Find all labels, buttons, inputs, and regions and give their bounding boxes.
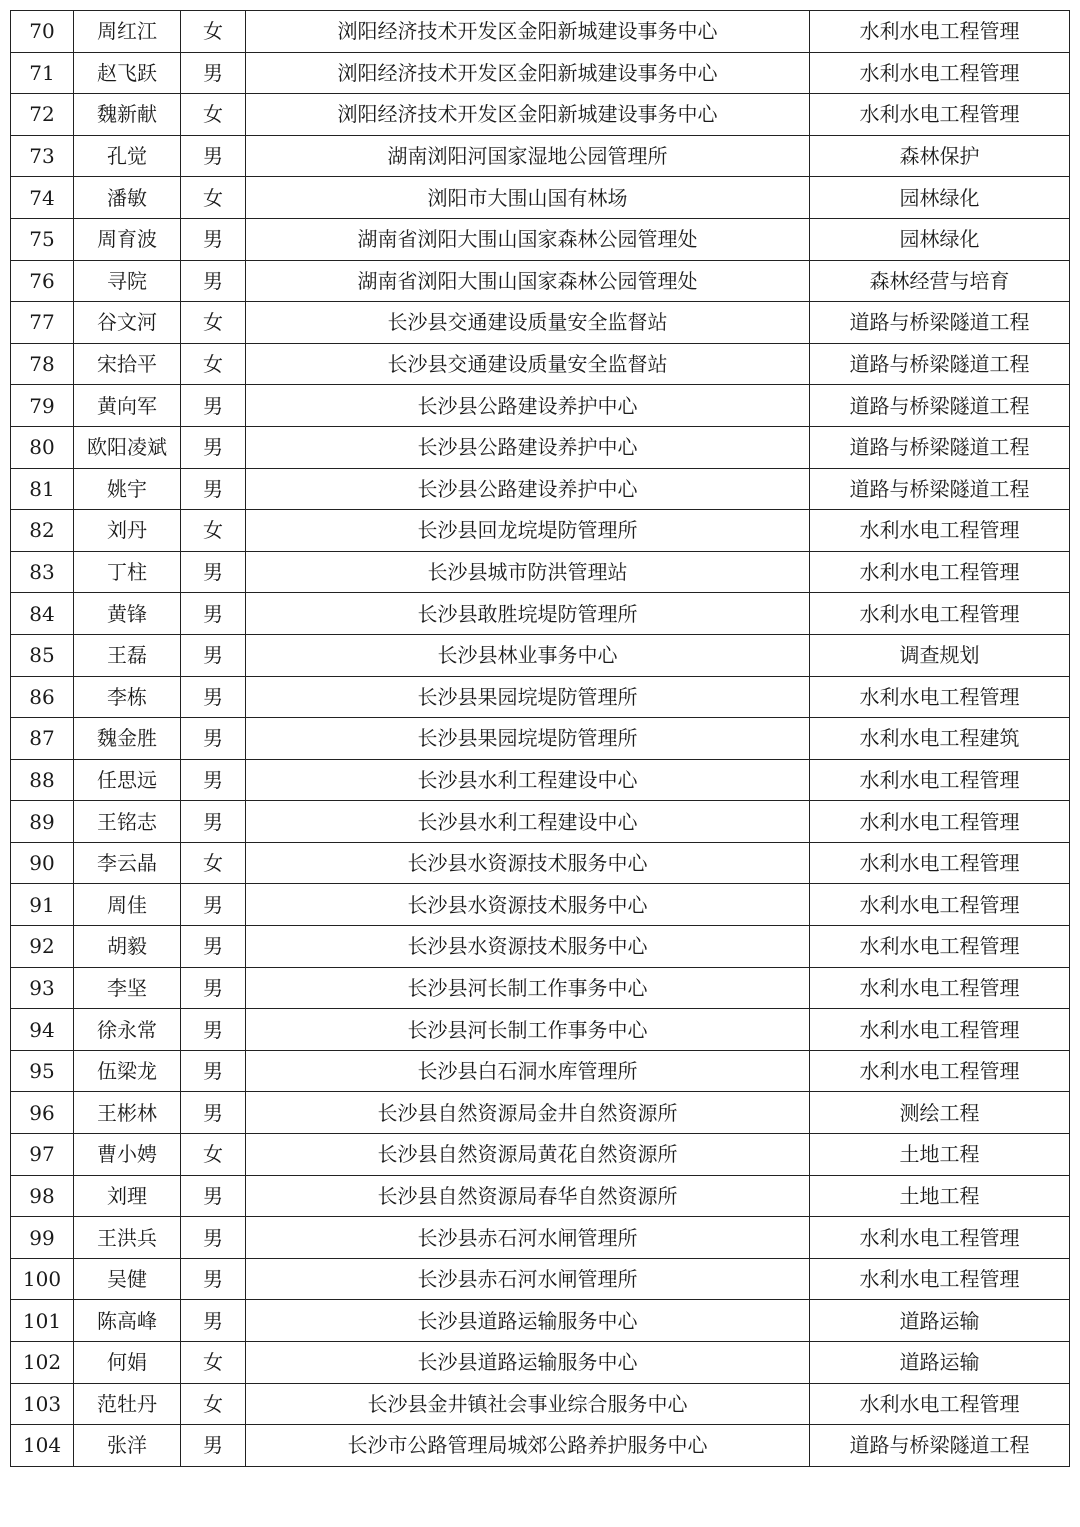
row-number-cell: 101	[11, 1300, 74, 1342]
specialty-cell: 土地工程	[810, 1134, 1070, 1176]
table-row	[11, 801, 1070, 843]
table-row	[11, 884, 1070, 926]
row-number-cell: 92	[11, 926, 74, 968]
table-row	[11, 218, 1070, 260]
row-number-cell: 79	[11, 385, 74, 427]
gender-cell: 男	[181, 593, 246, 635]
person-name-cell: 王磊	[74, 634, 181, 676]
table-row	[11, 260, 1070, 302]
specialty-cell: 水利水电工程管理	[810, 1009, 1070, 1051]
row-number-cell: 90	[11, 842, 74, 884]
person-name-cell: 胡毅	[74, 926, 181, 968]
gender-cell: 男	[181, 634, 246, 676]
gender-cell: 男	[181, 676, 246, 718]
table-row	[11, 135, 1070, 177]
row-number-cell: 97	[11, 1134, 74, 1176]
person-name-cell: 欧阳凌斌	[74, 426, 181, 468]
person-name-cell: 魏金胜	[74, 718, 181, 760]
work-unit-cell: 湖南省浏阳大围山国家森林公园管理处	[246, 218, 810, 260]
row-number-cell: 98	[11, 1175, 74, 1217]
table-row	[11, 551, 1070, 593]
table-row	[11, 1217, 1070, 1259]
row-number-cell: 84	[11, 593, 74, 635]
table-row	[11, 1300, 1070, 1342]
row-number-cell: 73	[11, 135, 74, 177]
specialty-cell: 园林绿化	[810, 177, 1070, 219]
person-name-cell: 李坚	[74, 967, 181, 1009]
table-row	[11, 94, 1070, 136]
gender-cell: 男	[181, 967, 246, 1009]
table-row	[11, 718, 1070, 760]
specialty-cell: 道路与桥梁隧道工程	[810, 468, 1070, 510]
specialty-cell: 道路与桥梁隧道工程	[810, 1425, 1070, 1467]
table-row	[11, 1092, 1070, 1134]
gender-cell: 男	[181, 1092, 246, 1134]
document-page	[10, 10, 1069, 1467]
row-number-cell: 93	[11, 967, 74, 1009]
person-name-cell: 魏新献	[74, 94, 181, 136]
person-name-cell: 范牡丹	[74, 1383, 181, 1425]
work-unit-cell: 长沙县金井镇社会事业综合服务中心	[246, 1383, 810, 1425]
table-row	[11, 634, 1070, 676]
table-row	[11, 11, 1070, 53]
person-name-cell: 任思远	[74, 759, 181, 801]
work-unit-cell: 长沙县自然资源局春华自然资源所	[246, 1175, 810, 1217]
specialty-cell: 森林经营与培育	[810, 260, 1070, 302]
work-unit-cell: 浏阳经济技术开发区金阳新城建设事务中心	[246, 52, 810, 94]
gender-cell: 男	[181, 260, 246, 302]
table-row	[11, 1425, 1070, 1467]
person-name-cell: 刘丹	[74, 510, 181, 552]
work-unit-cell: 长沙县交通建设质量安全监督站	[246, 343, 810, 385]
work-unit-cell: 长沙县交通建设质量安全监督站	[246, 302, 810, 344]
person-name-cell: 黄锋	[74, 593, 181, 635]
specialty-cell: 水利水电工程管理	[810, 926, 1070, 968]
specialty-cell: 水利水电工程管理	[810, 676, 1070, 718]
table-row	[11, 759, 1070, 801]
row-number-cell: 72	[11, 94, 74, 136]
work-unit-cell: 长沙县敢胜垸堤防管理所	[246, 593, 810, 635]
row-number-cell: 88	[11, 759, 74, 801]
table-row	[11, 1009, 1070, 1051]
work-unit-cell: 长沙县河长制工作事务中心	[246, 1009, 810, 1051]
work-unit-cell: 长沙县赤石河水闸管理所	[246, 1258, 810, 1300]
person-name-cell: 寻院	[74, 260, 181, 302]
row-number-cell: 96	[11, 1092, 74, 1134]
gender-cell: 男	[181, 718, 246, 760]
specialty-cell: 水利水电工程管理	[810, 551, 1070, 593]
gender-cell: 女	[181, 343, 246, 385]
row-number-cell: 86	[11, 676, 74, 718]
gender-cell: 男	[181, 52, 246, 94]
specialty-cell: 水利水电工程管理	[810, 1258, 1070, 1300]
person-name-cell: 曹小娉	[74, 1134, 181, 1176]
row-number-cell: 99	[11, 1217, 74, 1259]
work-unit-cell: 长沙市公路管理局城郊公路养护服务中心	[246, 1425, 810, 1467]
table-row	[11, 967, 1070, 1009]
work-unit-cell: 长沙县水资源技术服务中心	[246, 842, 810, 884]
specialty-cell: 土地工程	[810, 1175, 1070, 1217]
gender-cell: 男	[181, 218, 246, 260]
person-name-cell: 张洋	[74, 1425, 181, 1467]
work-unit-cell: 浏阳市大围山国有林场	[246, 177, 810, 219]
work-unit-cell: 长沙县自然资源局金井自然资源所	[246, 1092, 810, 1134]
specialty-cell: 水利水电工程建筑	[810, 718, 1070, 760]
work-unit-cell: 长沙县水资源技术服务中心	[246, 926, 810, 968]
row-number-cell: 80	[11, 426, 74, 468]
table-row	[11, 1342, 1070, 1384]
person-name-cell: 黄向军	[74, 385, 181, 427]
specialty-cell: 水利水电工程管理	[810, 842, 1070, 884]
specialty-cell: 道路运输	[810, 1300, 1070, 1342]
gender-cell: 男	[181, 926, 246, 968]
specialty-cell: 道路运输	[810, 1342, 1070, 1384]
specialty-cell: 水利水电工程管理	[810, 593, 1070, 635]
work-unit-cell: 浏阳经济技术开发区金阳新城建设事务中心	[246, 94, 810, 136]
row-number-cell: 82	[11, 510, 74, 552]
gender-cell: 男	[181, 759, 246, 801]
person-name-cell: 丁柱	[74, 551, 181, 593]
row-number-cell: 94	[11, 1009, 74, 1051]
row-number-cell: 81	[11, 468, 74, 510]
work-unit-cell: 长沙县水资源技术服务中心	[246, 884, 810, 926]
person-name-cell: 徐永常	[74, 1009, 181, 1051]
work-unit-cell: 长沙县公路建设养护中心	[246, 426, 810, 468]
work-unit-cell: 长沙县白石洞水库管理所	[246, 1050, 810, 1092]
gender-cell: 男	[181, 468, 246, 510]
person-name-cell: 何娟	[74, 1342, 181, 1384]
gender-cell: 女	[181, 177, 246, 219]
specialty-cell: 道路与桥梁隧道工程	[810, 385, 1070, 427]
table-row	[11, 302, 1070, 344]
gender-cell: 男	[181, 1300, 246, 1342]
person-name-cell: 潘敏	[74, 177, 181, 219]
row-number-cell: 78	[11, 343, 74, 385]
gender-cell: 女	[181, 11, 246, 53]
table-row	[11, 510, 1070, 552]
person-name-cell: 姚宇	[74, 468, 181, 510]
person-name-cell: 吴健	[74, 1258, 181, 1300]
specialty-cell: 水利水电工程管理	[810, 884, 1070, 926]
row-number-cell: 87	[11, 718, 74, 760]
table-row	[11, 926, 1070, 968]
row-number-cell: 77	[11, 302, 74, 344]
gender-cell: 女	[181, 1134, 246, 1176]
work-unit-cell: 湖南浏阳河国家湿地公园管理所	[246, 135, 810, 177]
gender-cell: 男	[181, 426, 246, 468]
table-row	[11, 842, 1070, 884]
work-unit-cell: 长沙县果园垸堤防管理所	[246, 676, 810, 718]
row-number-cell: 89	[11, 801, 74, 843]
gender-cell: 女	[181, 1383, 246, 1425]
work-unit-cell: 长沙县果园垸堤防管理所	[246, 718, 810, 760]
work-unit-cell: 长沙县自然资源局黄花自然资源所	[246, 1134, 810, 1176]
work-unit-cell: 长沙县水利工程建设中心	[246, 801, 810, 843]
row-number-cell: 91	[11, 884, 74, 926]
specialty-cell: 水利水电工程管理	[810, 510, 1070, 552]
table-row	[11, 177, 1070, 219]
gender-cell: 男	[181, 385, 246, 427]
gender-cell: 女	[181, 1342, 246, 1384]
row-number-cell: 95	[11, 1050, 74, 1092]
table-row	[11, 1383, 1070, 1425]
table-row	[11, 385, 1070, 427]
table-row	[11, 1050, 1070, 1092]
roster-table	[10, 10, 1070, 1467]
gender-cell: 男	[181, 1217, 246, 1259]
specialty-cell: 水利水电工程管理	[810, 801, 1070, 843]
person-name-cell: 宋拾平	[74, 343, 181, 385]
row-number-cell: 70	[11, 11, 74, 53]
gender-cell: 女	[181, 94, 246, 136]
person-name-cell: 陈高峰	[74, 1300, 181, 1342]
row-number-cell: 75	[11, 218, 74, 260]
work-unit-cell: 长沙县河长制工作事务中心	[246, 967, 810, 1009]
table-row	[11, 1134, 1070, 1176]
work-unit-cell: 长沙县城市防洪管理站	[246, 551, 810, 593]
work-unit-cell: 长沙县道路运输服务中心	[246, 1300, 810, 1342]
table-row	[11, 52, 1070, 94]
specialty-cell: 水利水电工程管理	[810, 52, 1070, 94]
specialty-cell: 道路与桥梁隧道工程	[810, 426, 1070, 468]
row-number-cell: 104	[11, 1425, 74, 1467]
person-name-cell: 刘理	[74, 1175, 181, 1217]
roster-table-body	[11, 11, 1070, 1467]
work-unit-cell: 长沙县公路建设养护中心	[246, 468, 810, 510]
person-name-cell: 周育波	[74, 218, 181, 260]
specialty-cell: 水利水电工程管理	[810, 1383, 1070, 1425]
table-row	[11, 468, 1070, 510]
specialty-cell: 森林保护	[810, 135, 1070, 177]
work-unit-cell: 长沙县回龙垸堤防管理所	[246, 510, 810, 552]
person-name-cell: 王铭志	[74, 801, 181, 843]
table-row	[11, 676, 1070, 718]
specialty-cell: 水利水电工程管理	[810, 759, 1070, 801]
row-number-cell: 102	[11, 1342, 74, 1384]
gender-cell: 男	[181, 135, 246, 177]
specialty-cell: 调查规划	[810, 634, 1070, 676]
row-number-cell: 76	[11, 260, 74, 302]
table-row	[11, 1258, 1070, 1300]
specialty-cell: 水利水电工程管理	[810, 967, 1070, 1009]
gender-cell: 女	[181, 510, 246, 552]
work-unit-cell: 长沙县水利工程建设中心	[246, 759, 810, 801]
table-row	[11, 426, 1070, 468]
specialty-cell: 园林绿化	[810, 218, 1070, 260]
work-unit-cell: 长沙县林业事务中心	[246, 634, 810, 676]
row-number-cell: 71	[11, 52, 74, 94]
gender-cell: 男	[181, 1050, 246, 1092]
table-row	[11, 343, 1070, 385]
specialty-cell: 测绘工程	[810, 1092, 1070, 1134]
specialty-cell: 水利水电工程管理	[810, 94, 1070, 136]
table-row	[11, 593, 1070, 635]
gender-cell: 男	[181, 884, 246, 926]
person-name-cell: 赵飞跃	[74, 52, 181, 94]
person-name-cell: 李云晶	[74, 842, 181, 884]
gender-cell: 女	[181, 302, 246, 344]
specialty-cell: 道路与桥梁隧道工程	[810, 343, 1070, 385]
person-name-cell: 周红江	[74, 11, 181, 53]
row-number-cell: 100	[11, 1258, 74, 1300]
gender-cell: 女	[181, 842, 246, 884]
work-unit-cell: 湖南省浏阳大围山国家森林公园管理处	[246, 260, 810, 302]
person-name-cell: 王洪兵	[74, 1217, 181, 1259]
work-unit-cell: 长沙县赤石河水闸管理所	[246, 1217, 810, 1259]
row-number-cell: 103	[11, 1383, 74, 1425]
person-name-cell: 孔觉	[74, 135, 181, 177]
person-name-cell: 王彬林	[74, 1092, 181, 1134]
gender-cell: 男	[181, 1425, 246, 1467]
row-number-cell: 83	[11, 551, 74, 593]
person-name-cell: 谷文河	[74, 302, 181, 344]
row-number-cell: 85	[11, 634, 74, 676]
gender-cell: 男	[181, 551, 246, 593]
work-unit-cell: 长沙县道路运输服务中心	[246, 1342, 810, 1384]
row-number-cell: 74	[11, 177, 74, 219]
specialty-cell: 水利水电工程管理	[810, 1050, 1070, 1092]
gender-cell: 男	[181, 1175, 246, 1217]
specialty-cell: 水利水电工程管理	[810, 11, 1070, 53]
work-unit-cell: 长沙县公路建设养护中心	[246, 385, 810, 427]
specialty-cell: 水利水电工程管理	[810, 1217, 1070, 1259]
person-name-cell: 李栋	[74, 676, 181, 718]
gender-cell: 男	[181, 1258, 246, 1300]
specialty-cell: 道路与桥梁隧道工程	[810, 302, 1070, 344]
gender-cell: 男	[181, 801, 246, 843]
work-unit-cell: 浏阳经济技术开发区金阳新城建设事务中心	[246, 11, 810, 53]
person-name-cell: 周佳	[74, 884, 181, 926]
table-row	[11, 1175, 1070, 1217]
gender-cell: 男	[181, 1009, 246, 1051]
person-name-cell: 伍梁龙	[74, 1050, 181, 1092]
